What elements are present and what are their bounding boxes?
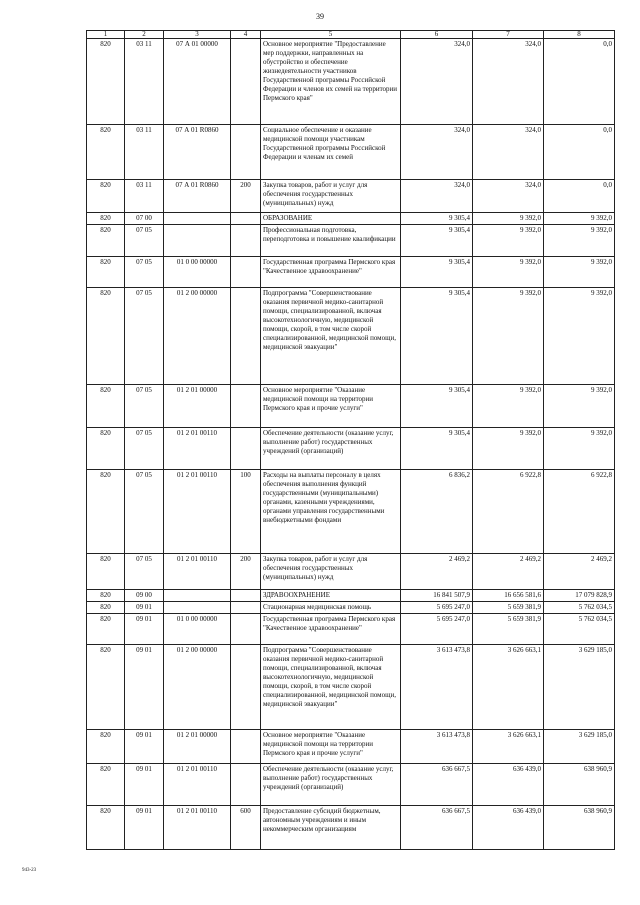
- table-row: [87, 554, 615, 590]
- amount-year-3-cell: 2 469,2: [544, 554, 615, 590]
- department-code-cell: 820: [87, 225, 125, 257]
- department-code-cell: 820: [87, 288, 125, 385]
- expense-type-code-cell: [231, 213, 261, 225]
- description-cell: Государственная программа Пермского края "Качественное здравоохранение": [261, 614, 401, 645]
- amount-year-2-cell: 9 392,0: [473, 385, 544, 428]
- amount-year-3-cell: 638 960,9: [544, 806, 615, 850]
- amount-year-2-cell: 636 439,0: [473, 806, 544, 850]
- expense-type-code-cell: [231, 288, 261, 385]
- section-code-cell: 07 05: [125, 288, 164, 385]
- section-code-cell: 07 05: [125, 225, 164, 257]
- amount-year-2-cell: 324,0: [473, 125, 544, 180]
- amount-year-2-cell: 324,0: [473, 180, 544, 213]
- department-code-cell: 820: [87, 806, 125, 850]
- amount-year-1-cell: 9 305,4: [401, 385, 473, 428]
- target-item-code-cell: 07 А 01 00000: [164, 39, 231, 125]
- expense-type-code-cell: [231, 764, 261, 806]
- amount-year-1-cell: 9 305,4: [401, 225, 473, 257]
- department-code-cell: 820: [87, 602, 125, 614]
- description-cell: Основное мероприятие "Предоставление мер поддержки, направленных на обустройство и обеспечение жизнедеятельности участников Государственной программы Российской Федерации и членов их семей на территории Пермского края": [261, 39, 401, 125]
- target-item-code-cell: [164, 602, 231, 614]
- amount-year-2-cell: 3 626 663,1: [473, 730, 544, 764]
- department-code-cell: 820: [87, 554, 125, 590]
- amount-year-3-cell: 6 922,8: [544, 470, 615, 554]
- section-code-cell: 09 00: [125, 590, 164, 602]
- table-row: [87, 470, 615, 554]
- description-cell: Предоставление субсидий бюджетным, автономным учреждениям и иным некоммерческим организациям: [261, 806, 401, 850]
- header-cell: 4: [231, 31, 261, 39]
- target-item-code-cell: 01 2 01 00000: [164, 385, 231, 428]
- expense-type-code-cell: [231, 428, 261, 470]
- department-code-cell: 820: [87, 125, 125, 180]
- department-code-cell: 820: [87, 428, 125, 470]
- table-row: [87, 806, 615, 850]
- table-row: [87, 614, 615, 645]
- expense-type-code-cell: [231, 590, 261, 602]
- expense-type-code-cell: [231, 257, 261, 288]
- table-row: [87, 225, 615, 257]
- description-cell: Социальное обеспечение и оказание медицинской помощи участникам Государственной программы Российской Федерации и членам их семей: [261, 125, 401, 180]
- description-cell: Профессиональная подготовка, переподготовка и повышение квалификации: [261, 225, 401, 257]
- amount-year-3-cell: 0,0: [544, 125, 615, 180]
- amount-year-1-cell: 9 305,4: [401, 257, 473, 288]
- amount-year-2-cell: 16 656 581,6: [473, 590, 544, 602]
- section-code-cell: 07 05: [125, 470, 164, 554]
- amount-year-3-cell: 0,0: [544, 39, 615, 125]
- description-cell: Основное мероприятие "Оказание медицинской помощи на территории Пермского края и прочие услуги": [261, 385, 401, 428]
- section-code-cell: 09 01: [125, 806, 164, 850]
- expense-type-code-cell: [231, 125, 261, 180]
- table-row: [87, 602, 615, 614]
- header-cell: 5: [261, 31, 401, 39]
- expense-type-code-cell: [231, 614, 261, 645]
- amount-year-2-cell: 636 439,0: [473, 764, 544, 806]
- description-cell: Основное мероприятие "Оказание медицинской помощи на территории Пермского края и прочие услуги": [261, 730, 401, 764]
- expense-type-code-cell: 200: [231, 180, 261, 213]
- section-code-cell: 03 11: [125, 125, 164, 180]
- table-row: [87, 39, 615, 125]
- department-code-cell: 820: [87, 764, 125, 806]
- amount-year-1-cell: 3 613 473,8: [401, 730, 473, 764]
- header-cell: 6: [401, 31, 473, 39]
- expense-type-code-cell: [231, 645, 261, 730]
- amount-year-2-cell: 5 659 381,9: [473, 614, 544, 645]
- target-item-code-cell: 07 А 01 R0860: [164, 125, 231, 180]
- section-code-cell: 09 01: [125, 614, 164, 645]
- target-item-code-cell: 01 2 00 00000: [164, 645, 231, 730]
- description-cell: Расходы на выплаты персоналу в целях обеспечения выполнения функций государственными (муниципальными) органами, казенными учреждениями, органами управления государственными внебюджетными фондами: [261, 470, 401, 554]
- section-code-cell: 09 01: [125, 730, 164, 764]
- department-code-cell: 820: [87, 257, 125, 288]
- description-cell: Подпрограмма "Совершенствование оказания первичной медико-санитарной помощи, специализированной, включая высокотехнологичную, медицинской помощи, скорой, в том числе скорой специализированной, медицинской помощи, медицинской эвакуации": [261, 645, 401, 730]
- table-row: [87, 590, 615, 602]
- amount-year-3-cell: 638 960,9: [544, 764, 615, 806]
- description-cell: Стационарная медицинская помощь: [261, 602, 401, 614]
- amount-year-1-cell: 3 613 473,8: [401, 645, 473, 730]
- header-cell: 3: [164, 31, 231, 39]
- amount-year-1-cell: 5 695 247,0: [401, 602, 473, 614]
- department-code-cell: 820: [87, 614, 125, 645]
- amount-year-3-cell: 9 392,0: [544, 213, 615, 225]
- table-row: [87, 257, 615, 288]
- table-row: [87, 125, 615, 180]
- amount-year-3-cell: 9 392,0: [544, 428, 615, 470]
- section-code-cell: 07 05: [125, 428, 164, 470]
- amount-year-2-cell: 2 469,2: [473, 554, 544, 590]
- amount-year-1-cell: 324,0: [401, 125, 473, 180]
- description-cell: Подпрограмма "Совершенствование оказания первичной медико-санитарной помощи, специализированной, включая высокотехнологичную, медицинской помощи, скорой, в том числе скорой специализированной, медицинской помощи, медицинской эвакуации": [261, 288, 401, 385]
- description-cell: Обеспечение деятельности (оказание услуг, выполнение работ) государственных учреждений (организаций): [261, 428, 401, 470]
- section-code-cell: 09 01: [125, 645, 164, 730]
- expense-type-code-cell: [231, 385, 261, 428]
- table-row: [87, 213, 615, 225]
- description-cell: ОБРАЗОВАНИЕ: [261, 213, 401, 225]
- expense-type-code-cell: 100: [231, 470, 261, 554]
- department-code-cell: 820: [87, 385, 125, 428]
- department-code-cell: 820: [87, 645, 125, 730]
- amount-year-1-cell: 636 667,5: [401, 806, 473, 850]
- expense-type-code-cell: [231, 730, 261, 764]
- header-cell: 7: [473, 31, 544, 39]
- target-item-code-cell: 01 0 00 00000: [164, 614, 231, 645]
- expense-type-code-cell: [231, 602, 261, 614]
- expense-type-code-cell: [231, 225, 261, 257]
- page-number: 39: [316, 12, 324, 21]
- amount-year-3-cell: 17 079 828,9: [544, 590, 615, 602]
- department-code-cell: 820: [87, 39, 125, 125]
- table-row: [87, 180, 615, 213]
- target-item-code-cell: 01 2 01 00000: [164, 730, 231, 764]
- amount-year-2-cell: 9 392,0: [473, 288, 544, 385]
- amount-year-1-cell: 636 667,5: [401, 764, 473, 806]
- table-row: [87, 764, 615, 806]
- department-code-cell: 820: [87, 470, 125, 554]
- expense-type-code-cell: 200: [231, 554, 261, 590]
- amount-year-3-cell: 9 392,0: [544, 225, 615, 257]
- description-cell: Закупка товаров, работ и услуг для обеспечения государственных (муниципальных) нужд: [261, 180, 401, 213]
- description-cell: Закупка товаров, работ и услуг для обеспечения государственных (муниципальных) нужд: [261, 554, 401, 590]
- amount-year-2-cell: 9 392,0: [473, 213, 544, 225]
- section-code-cell: 09 01: [125, 764, 164, 806]
- description-cell: ЗДРАВООХРАНЕНИЕ: [261, 590, 401, 602]
- amount-year-3-cell: 9 392,0: [544, 385, 615, 428]
- amount-year-1-cell: 2 469,2: [401, 554, 473, 590]
- description-cell: Государственная программа Пермского края "Качественное здравоохранение": [261, 257, 401, 288]
- amount-year-2-cell: 6 922,8: [473, 470, 544, 554]
- target-item-code-cell: [164, 590, 231, 602]
- amount-year-3-cell: 5 762 034,5: [544, 602, 615, 614]
- amount-year-1-cell: 5 695 247,0: [401, 614, 473, 645]
- budget-table: [86, 30, 615, 850]
- footer-code: 943-23: [22, 868, 37, 873]
- section-code-cell: 07 05: [125, 257, 164, 288]
- department-code-cell: 820: [87, 730, 125, 764]
- header-cell: 1: [87, 31, 125, 39]
- description-cell: Обеспечение деятельности (оказание услуг, выполнение работ) государственных учреждений (организаций): [261, 764, 401, 806]
- amount-year-1-cell: 6 836,2: [401, 470, 473, 554]
- amount-year-1-cell: 9 305,4: [401, 288, 473, 385]
- amount-year-3-cell: 9 392,0: [544, 257, 615, 288]
- header-cell: 2: [125, 31, 164, 39]
- table-row: [87, 730, 615, 764]
- department-code-cell: 820: [87, 590, 125, 602]
- amount-year-3-cell: 9 392,0: [544, 288, 615, 385]
- amount-year-3-cell: 0,0: [544, 180, 615, 213]
- amount-year-3-cell: 5 762 034,5: [544, 614, 615, 645]
- table-row: [87, 288, 615, 385]
- amount-year-1-cell: 324,0: [401, 180, 473, 213]
- target-item-code-cell: 01 2 01 00110: [164, 806, 231, 850]
- amount-year-2-cell: 9 392,0: [473, 225, 544, 257]
- section-code-cell: 03 11: [125, 180, 164, 213]
- section-code-cell: 07 05: [125, 554, 164, 590]
- amount-year-2-cell: 9 392,0: [473, 428, 544, 470]
- target-item-code-cell: 01 2 01 00110: [164, 470, 231, 554]
- table-row: [87, 428, 615, 470]
- amount-year-1-cell: 16 841 507,9: [401, 590, 473, 602]
- target-item-code-cell: [164, 225, 231, 257]
- amount-year-2-cell: 324,0: [473, 39, 544, 125]
- header-cell: 8: [544, 31, 615, 39]
- target-item-code-cell: 01 0 00 00000: [164, 257, 231, 288]
- target-item-code-cell: 07 А 01 R0860: [164, 180, 231, 213]
- amount-year-1-cell: 9 305,4: [401, 428, 473, 470]
- target-item-code-cell: 01 2 01 00110: [164, 554, 231, 590]
- department-code-cell: 820: [87, 180, 125, 213]
- target-item-code-cell: 01 2 01 00110: [164, 764, 231, 806]
- header-row: [87, 31, 615, 39]
- expense-type-code-cell: 600: [231, 806, 261, 850]
- section-code-cell: 07 00: [125, 213, 164, 225]
- target-item-code-cell: [164, 213, 231, 225]
- target-item-code-cell: 01 2 01 00110: [164, 428, 231, 470]
- amount-year-1-cell: 9 305,4: [401, 213, 473, 225]
- expense-type-code-cell: [231, 39, 261, 125]
- table-row: [87, 385, 615, 428]
- amount-year-3-cell: 3 629 185,0: [544, 645, 615, 730]
- section-code-cell: 07 05: [125, 385, 164, 428]
- amount-year-3-cell: 3 629 185,0: [544, 730, 615, 764]
- target-item-code-cell: 01 2 00 00000: [164, 288, 231, 385]
- amount-year-2-cell: 3 626 663,1: [473, 645, 544, 730]
- section-code-cell: 09 01: [125, 602, 164, 614]
- amount-year-1-cell: 324,0: [401, 39, 473, 125]
- table-row: [87, 645, 615, 730]
- amount-year-2-cell: 9 392,0: [473, 257, 544, 288]
- amount-year-2-cell: 5 659 381,9: [473, 602, 544, 614]
- department-code-cell: 820: [87, 213, 125, 225]
- section-code-cell: 03 11: [125, 39, 164, 125]
